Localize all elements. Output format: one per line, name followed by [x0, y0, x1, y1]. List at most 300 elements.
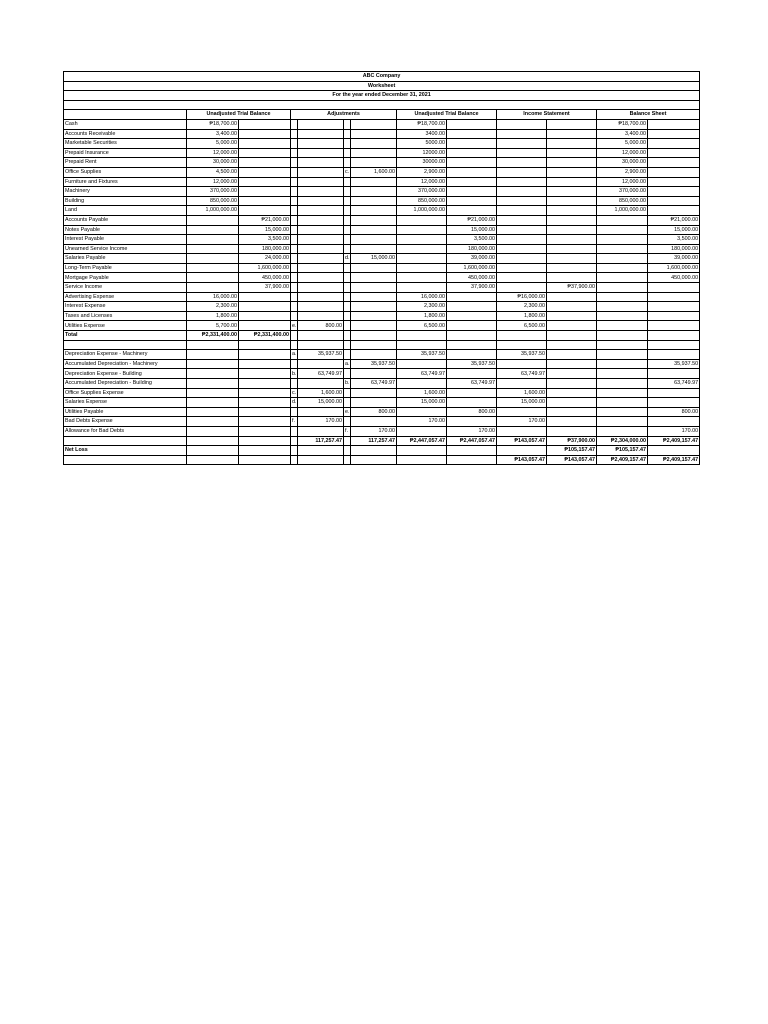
cell-is-debit: [497, 273, 547, 283]
cell-name: Salaries Payable: [64, 254, 187, 264]
cell-adj-credit-mark: [344, 446, 351, 456]
cell-adj-credit-mark: [344, 398, 351, 408]
column-header-row: [64, 110, 700, 120]
cell-is-credit: [547, 388, 597, 398]
cell-bs-debit: [597, 340, 648, 350]
cell-atb-credit: [447, 206, 497, 216]
cell-tb-debit: 2,300.00: [187, 302, 239, 312]
cell-is-debit: [497, 340, 547, 350]
cell-bs-credit: [648, 196, 700, 206]
cell-tb-debit: [187, 340, 239, 350]
cell-adj-debit: [298, 407, 344, 417]
cell-atb-debit: 16,000.00: [397, 292, 447, 302]
cell-name: Prepaid Rent: [64, 158, 187, 168]
cell-atb-debit: 30000.00: [397, 158, 447, 168]
cell-atb-credit: 800.00: [447, 407, 497, 417]
cell-atb-debit: 12,000.00: [397, 177, 447, 187]
cell-is-credit: [547, 379, 597, 389]
cell-tb-credit: [239, 167, 291, 177]
table-row: [64, 455, 700, 465]
cell-is-credit: [547, 215, 597, 225]
cell-tb-debit: [187, 225, 239, 235]
cell-bs-debit: ₱2,409,157.47: [597, 455, 648, 465]
cell-atb-debit: 3400.00: [397, 129, 447, 139]
table-row: [64, 426, 700, 436]
cell-adj-debit-mark: [291, 331, 298, 341]
cell-tb-debit: [187, 359, 239, 369]
cell-is-credit: ₱37,900.00: [547, 283, 597, 293]
cell-bs-debit: [597, 388, 648, 398]
cell-adj-debit: 800.00: [298, 321, 344, 331]
cell-tb-credit: [239, 158, 291, 168]
cell-adj-credit: 170.00: [351, 426, 397, 436]
cell-adj-debit-mark: a.: [292, 351, 297, 358]
cell-tb-debit: [187, 283, 239, 293]
cell-tb-credit: 37,900.00: [239, 283, 291, 293]
cell-tb-debit: [187, 350, 239, 360]
cell-adj-debit-mark: [291, 129, 298, 139]
header-income-statement: Income Statement: [497, 110, 597, 120]
cell-atb-credit: [447, 119, 497, 129]
cell-is-credit: [547, 119, 597, 129]
cell-adj-credit-mark: [344, 340, 351, 350]
cell-is-debit: 35,937.50: [497, 350, 547, 360]
cell-adj-credit: [351, 158, 397, 168]
cell-adj-debit: 15,000.00: [298, 398, 344, 408]
cell-bs-credit: [648, 187, 700, 197]
cell-tb-credit: 15,000.00: [239, 225, 291, 235]
cell-adj-credit: 800.00: [351, 407, 397, 417]
cell-atb-credit: [447, 148, 497, 158]
cell-adj-debit-mark: [291, 340, 298, 350]
cell-adj-debit-mark: [291, 177, 298, 187]
cell-adj-credit-mark: b.: [345, 380, 350, 387]
cell-bs-debit: [597, 379, 648, 389]
cell-atb-credit: [447, 321, 497, 331]
cell-tb-debit: [187, 455, 239, 465]
cell-is-debit: [497, 331, 547, 341]
cell-tb-debit: 370,000.00: [187, 187, 239, 197]
cell-tb-credit: [239, 359, 291, 369]
cell-is-debit: [497, 263, 547, 273]
cell-adj-credit-mark: [344, 215, 351, 225]
cell-bs-credit: 15,000.00: [648, 225, 700, 235]
cell-adj-credit-mark: [344, 292, 351, 302]
cell-is-credit: [547, 350, 597, 360]
cell-adj-debit: [298, 244, 344, 254]
cell-is-debit: [497, 446, 547, 456]
cell-is-debit: ₱16,000.00: [497, 292, 547, 302]
cell-adj-debit: [298, 148, 344, 158]
cell-adj-credit: [351, 148, 397, 158]
cell-tb-credit: 3,500.00: [239, 235, 291, 245]
cell-tb-credit: ₱21,000.00: [239, 215, 291, 225]
cell-is-credit: [547, 167, 597, 177]
cell-adj-credit-mark: c.: [345, 169, 350, 176]
cell-is-debit: [497, 167, 547, 177]
cell-bs-credit: [648, 369, 700, 379]
cell-adj-credit-mark: [344, 244, 351, 254]
cell-is-debit: [497, 254, 547, 264]
cell-bs-debit: [597, 273, 648, 283]
cell-atb-credit: 1,600,000.00: [447, 263, 497, 273]
cell-atb-debit: [397, 331, 447, 341]
cell-atb-debit: [397, 254, 447, 264]
cell-bs-debit: [597, 235, 648, 245]
cell-is-credit: ₱105,157.47: [547, 446, 597, 456]
cell-is-credit: [547, 369, 597, 379]
cell-atb-debit: 6,500.00: [397, 321, 447, 331]
header-blank: [64, 110, 187, 120]
cell-bs-credit: 800.00: [648, 407, 700, 417]
cell-adj-debit-mark: [291, 302, 298, 312]
cell-adj-credit: [351, 388, 397, 398]
cell-bs-debit: 30,000.00: [597, 158, 648, 168]
cell-adj-credit-mark: [344, 350, 351, 360]
cell-is-credit: [547, 244, 597, 254]
cell-is-debit: [497, 139, 547, 149]
cell-atb-credit: [447, 446, 497, 456]
cell-bs-credit: [648, 139, 700, 149]
cell-adj-debit-mark: [291, 263, 298, 273]
cell-bs-credit: [648, 148, 700, 158]
cell-tb-debit: [187, 417, 239, 427]
cell-bs-debit: [597, 417, 648, 427]
worksheet: [63, 71, 699, 465]
cell-tb-debit: 16,000.00: [187, 292, 239, 302]
cell-tb-debit: 5,000.00: [187, 139, 239, 149]
cell-adj-debit: 63,749.97: [298, 369, 344, 379]
cell-name: Accounts Payable: [64, 215, 187, 225]
table-row: [64, 331, 700, 341]
cell-atb-credit: 37,900.00: [447, 283, 497, 293]
cell-atb-credit: [447, 177, 497, 187]
cell-tb-credit: 180,000.00: [239, 244, 291, 254]
cell-tb-debit: [187, 446, 239, 456]
cell-name: Accumulated Depreciation - Building: [64, 379, 187, 389]
table-row: [64, 129, 700, 139]
cell-atb-debit: 35,937.50: [397, 350, 447, 360]
cell-tb-debit: 850,000.00: [187, 196, 239, 206]
cell-is-debit: [497, 225, 547, 235]
cell-atb-debit: [397, 446, 447, 456]
cell-atb-credit: [447, 369, 497, 379]
cell-adj-debit: [298, 215, 344, 225]
cell-adj-debit-mark: [291, 455, 298, 465]
cell-bs-credit: [648, 388, 700, 398]
cell-adj-credit: [351, 215, 397, 225]
cell-name: Land: [64, 206, 187, 216]
cell-atb-debit: [397, 407, 447, 417]
cell-is-debit: [497, 359, 547, 369]
cell-atb-credit: [447, 129, 497, 139]
cell-tb-debit: 30,000.00: [187, 158, 239, 168]
table-row: [64, 283, 700, 293]
cell-tb-credit: [239, 321, 291, 331]
cell-adj-credit-mark: [344, 196, 351, 206]
cell-bs-debit: [597, 398, 648, 408]
cell-name: Interest Expense: [64, 302, 187, 312]
cell-tb-credit: [239, 398, 291, 408]
cell-adj-debit: [298, 359, 344, 369]
cell-adj-credit-mark: [344, 129, 351, 139]
cell-adj-debit-mark: [291, 139, 298, 149]
cell-is-credit: [547, 129, 597, 139]
cell-name: Interest Payable: [64, 235, 187, 245]
cell-is-credit: [547, 206, 597, 216]
cell-atb-debit: [397, 426, 447, 436]
cell-adj-debit: [298, 196, 344, 206]
cell-name: Long-Term Payable: [64, 263, 187, 273]
cell-bs-credit: [648, 283, 700, 293]
cell-bs-credit: 1,600,000.00: [648, 263, 700, 273]
cell-name: Depreciation Expense - Machinery: [64, 350, 187, 360]
cell-adj-debit: [298, 206, 344, 216]
cell-name: Bad Debts Expense: [64, 417, 187, 427]
cell-adj-credit: 1,600.00: [351, 167, 397, 177]
cell-adj-debit-mark: [291, 235, 298, 245]
table-row: [64, 187, 700, 197]
cell-adj-debit-mark: [291, 244, 298, 254]
cell-atb-debit: [397, 273, 447, 283]
cell-adj-debit-mark: [291, 273, 298, 283]
cell-bs-credit: [648, 331, 700, 341]
cell-is-debit: [497, 148, 547, 158]
cell-atb-debit: [397, 379, 447, 389]
cell-adj-credit: [351, 273, 397, 283]
cell-is-debit: 1,600.00: [497, 388, 547, 398]
cell-is-credit: [547, 340, 597, 350]
cell-adj-debit: [298, 263, 344, 273]
cell-adj-debit: [298, 292, 344, 302]
cell-bs-credit: [648, 292, 700, 302]
cell-tb-debit: ₱18,700.00: [187, 119, 239, 129]
cell-adj-debit: [298, 235, 344, 245]
cell-atb-debit: 2,300.00: [397, 302, 447, 312]
cell-bs-debit: ₱18,700.00: [597, 119, 648, 129]
cell-bs-credit: 170.00: [648, 426, 700, 436]
cell-adj-credit: [351, 283, 397, 293]
cell-bs-credit: [648, 119, 700, 129]
cell-bs-debit: [597, 321, 648, 331]
cell-atb-credit: 180,000.00: [447, 244, 497, 254]
cell-adj-credit: [351, 455, 397, 465]
cell-adj-credit-mark: [344, 206, 351, 216]
cell-bs-debit: 3,400.00: [597, 129, 648, 139]
cell-atb-credit: [447, 331, 497, 341]
spacer-row: [64, 100, 700, 110]
cell-adj-debit-mark: [291, 254, 298, 264]
cell-atb-debit: [397, 340, 447, 350]
cell-name: Accumulated Depreciation - Machinery: [64, 359, 187, 369]
table-row: [64, 350, 700, 360]
cell-adj-credit: [351, 119, 397, 129]
table-row: [64, 215, 700, 225]
cell-adj-debit: [298, 177, 344, 187]
cell-atb-debit: 12000.00: [397, 148, 447, 158]
cell-atb-debit: 63,749.97: [397, 369, 447, 379]
cell-name: Marketable Securities: [64, 139, 187, 149]
cell-bs-debit: [597, 426, 648, 436]
cell-bs-debit: [597, 263, 648, 273]
cell-tb-debit: 12,000.00: [187, 177, 239, 187]
cell-tb-debit: 1,000,000.00: [187, 206, 239, 216]
cell-is-debit: 63,749.97: [497, 369, 547, 379]
cell-adj-credit: 117,257.47: [351, 436, 397, 446]
cell-adj-debit: [298, 167, 344, 177]
cell-adj-credit: [351, 206, 397, 216]
cell-adj-credit: [351, 292, 397, 302]
cell-name: Furniture and Fixtures: [64, 177, 187, 187]
cell-is-debit: [497, 158, 547, 168]
cell-tb-credit: [239, 388, 291, 398]
cell-bs-debit: ₱105,157.47: [597, 446, 648, 456]
cell-name: Office Supplies Expense: [64, 388, 187, 398]
cell-bs-debit: [597, 215, 648, 225]
cell-adj-credit-mark: [344, 235, 351, 245]
cell-bs-debit: [597, 283, 648, 293]
cell-is-credit: [547, 302, 597, 312]
cell-is-debit: [497, 215, 547, 225]
cell-tb-debit: 3,400.00: [187, 129, 239, 139]
cell-adj-credit: [351, 311, 397, 321]
table-row: [64, 436, 700, 446]
cell-adj-credit: [351, 321, 397, 331]
cell-adj-credit-mark: d.: [345, 255, 350, 262]
cell-bs-credit: 39,000.00: [648, 254, 700, 264]
cell-bs-debit: [597, 359, 648, 369]
cell-bs-debit: 370,000.00: [597, 187, 648, 197]
cell-adj-credit: [351, 302, 397, 312]
table-row: [64, 196, 700, 206]
cell-tb-debit: [187, 244, 239, 254]
table-row: [64, 254, 700, 264]
cell-is-debit: 1,800.00: [497, 311, 547, 321]
cell-adj-credit: 63,749.97: [351, 379, 397, 389]
cell-is-credit: ₱143,057.47: [547, 455, 597, 465]
cell-is-debit: [497, 379, 547, 389]
cell-adj-credit-mark: [344, 158, 351, 168]
cell-atb-debit: [397, 235, 447, 245]
cell-bs-credit: [648, 311, 700, 321]
cell-atb-credit: ₱2,447,057.47: [447, 436, 497, 446]
cell-adj-credit: [351, 446, 397, 456]
cell-atb-debit: 1,600.00: [397, 388, 447, 398]
cell-is-credit: [547, 359, 597, 369]
cell-adj-credit-mark: [344, 139, 351, 149]
cell-is-debit: 15,000.00: [497, 398, 547, 408]
cell-is-credit: [547, 177, 597, 187]
cell-adj-credit: [351, 340, 397, 350]
cell-tb-credit: [239, 311, 291, 321]
cell-is-debit: 170.00: [497, 417, 547, 427]
cell-adj-credit-mark: [344, 302, 351, 312]
cell-bs-debit: [597, 350, 648, 360]
cell-adj-credit-mark: [344, 369, 351, 379]
cell-name: [64, 455, 187, 465]
cell-is-debit: [497, 187, 547, 197]
cell-adj-debit-mark: [291, 187, 298, 197]
table-row: [64, 148, 700, 158]
cell-tb-debit: [187, 273, 239, 283]
table-row: [64, 417, 700, 427]
cell-tb-credit: [239, 426, 291, 436]
cell-atb-credit: [447, 196, 497, 206]
cell-bs-credit: [648, 417, 700, 427]
table-row: [64, 139, 700, 149]
cell-tb-credit: [239, 455, 291, 465]
cell-adj-debit: [298, 139, 344, 149]
cell-tb-debit: [187, 263, 239, 273]
cell-tb-debit: 1,800.00: [187, 311, 239, 321]
cell-adj-debit-mark: b.: [292, 370, 297, 377]
cell-tb-credit: [239, 436, 291, 446]
cell-is-debit: ₱143,057.47: [497, 436, 547, 446]
cell-bs-credit: 35,937.50: [648, 359, 700, 369]
table-row: [64, 292, 700, 302]
cell-bs-credit: [648, 206, 700, 216]
cell-is-credit: ₱37,900.00: [547, 436, 597, 446]
cell-adj-credit: [351, 417, 397, 427]
table-row: [64, 407, 700, 417]
cell-tb-credit: 24,000.00: [239, 254, 291, 264]
cell-adj-debit: [298, 446, 344, 456]
cell-atb-credit: [447, 455, 497, 465]
table-row: [64, 302, 700, 312]
cell-is-credit: [547, 331, 597, 341]
cell-adj-credit: [351, 263, 397, 273]
cell-adj-debit-mark: [291, 225, 298, 235]
cell-tb-credit: [239, 187, 291, 197]
cell-adj-debit: [298, 426, 344, 436]
cell-is-debit: [497, 206, 547, 216]
cell-is-debit: [497, 235, 547, 245]
cell-bs-credit: 3,500.00: [648, 235, 700, 245]
header-adjusted-trial-balance: Unadjusted Trial Balance: [397, 110, 497, 120]
cell-atb-credit: 450,000.00: [447, 273, 497, 283]
header-balance-sheet: Balance Sheet: [597, 110, 700, 120]
cell-atb-debit: 2,900.00: [397, 167, 447, 177]
cell-name: Building: [64, 196, 187, 206]
cell-adj-credit-mark: [344, 177, 351, 187]
cell-bs-debit: [597, 302, 648, 312]
cell-tb-debit: 4,500.00: [187, 167, 239, 177]
table-row: [64, 225, 700, 235]
cell-adj-debit: [298, 119, 344, 129]
cell-name: Unearned Service Income: [64, 244, 187, 254]
cell-bs-debit: [597, 225, 648, 235]
cell-atb-debit: [397, 225, 447, 235]
cell-is-credit: [547, 148, 597, 158]
cell-adj-credit: [351, 350, 397, 360]
cell-adj-credit: [351, 187, 397, 197]
table-row: [64, 119, 700, 129]
cell-bs-debit: [597, 369, 648, 379]
cell-atb-credit: [447, 302, 497, 312]
cell-bs-credit: ₱2,409,157.47: [648, 436, 700, 446]
cell-atb-debit: [397, 283, 447, 293]
cell-name: Total: [64, 331, 187, 341]
cell-bs-debit: 850,000.00: [597, 196, 648, 206]
cell-atb-debit: 15,000.00: [397, 398, 447, 408]
cell-name: Machinery: [64, 187, 187, 197]
cell-adj-debit-mark: f.: [291, 417, 298, 427]
cell-is-debit: [497, 407, 547, 417]
cell-tb-credit: [239, 369, 291, 379]
cell-atb-credit: [447, 388, 497, 398]
cell-name: Notes Payable: [64, 225, 187, 235]
cell-atb-debit: 170.00: [397, 417, 447, 427]
